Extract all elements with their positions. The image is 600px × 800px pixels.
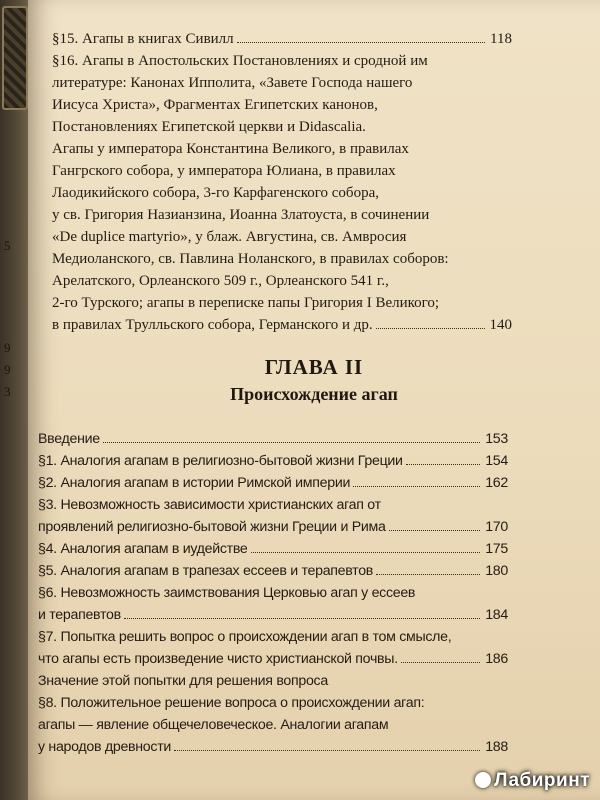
toc-entry-line	[38, 648, 508, 670]
dot-leader	[174, 738, 480, 751]
toc-page-number: 162	[485, 475, 508, 491]
toc-page-number: 154	[485, 453, 508, 469]
toc-entry-line	[38, 604, 508, 626]
dot-leader	[237, 30, 485, 43]
toc-entry-line	[38, 472, 508, 494]
toc-entry	[38, 670, 508, 692]
toc-page-number: 180	[485, 563, 508, 579]
toc-page-number: 153	[485, 431, 508, 447]
dot-leader	[124, 606, 480, 619]
toc-entry-text: Гангрского собора, у императора Юлиана, в правилах	[52, 163, 396, 179]
watermark	[475, 770, 590, 792]
toc-entry-text: §5. Аналогия агапам в трапезах ессеев и терапевтов	[38, 563, 374, 579]
toc-entry-line	[38, 626, 508, 648]
dot-leader	[406, 452, 481, 465]
left-page-mark: 3	[4, 384, 11, 399]
toc-entry-text: Значение этой попытки для решения вопроса	[38, 673, 328, 689]
toc-entry-text: §3. Невозможность зависимости христианских агап от	[38, 497, 381, 513]
toc-entry-text: «De duplice martyrio», у блаж. Августина, св. Амвросия	[52, 229, 407, 245]
toc-entry	[38, 626, 508, 670]
ornament-border	[2, 6, 28, 110]
toc-entry-line	[38, 494, 508, 516]
toc-entry-text: 2-го Турского; агапы в переписке папы Григория I Великого;	[52, 295, 440, 311]
toc-entry-line	[52, 314, 512, 336]
toc-entry-line	[52, 226, 512, 248]
toc-entry	[52, 28, 512, 50]
toc-entry-text: литературе: Канонах Ипполита, «Завете Господа нашего	[52, 75, 413, 91]
dot-leader	[401, 650, 480, 663]
toc-page-number: 186	[485, 651, 508, 667]
toc-entry-text: Агапы у императора Константина Великого, в правилах	[52, 141, 409, 157]
toc-entry-line	[38, 736, 508, 758]
toc-entry-text: у св. Григория Назианзина, Иоанна Златоуста, в сочинении	[52, 207, 430, 223]
toc-entry	[38, 450, 508, 472]
dot-leader	[376, 316, 485, 329]
toc-entry-line	[38, 516, 508, 538]
toc-entry-line	[52, 204, 512, 226]
labirint-logo-icon	[475, 772, 491, 788]
toc-entry-text: §4. Аналогия агапам в иудействе	[38, 541, 248, 557]
toc-entry-line	[52, 94, 512, 116]
book-page	[28, 0, 600, 800]
toc-entry-text: §16. Агапы в Апостольских Постановлениях и сродной им	[52, 53, 428, 69]
toc-entry-line	[52, 270, 512, 292]
toc-entry-text: §1. Аналогия агапам в религиозно-бытовой жизни Греции	[38, 453, 403, 469]
toc-entry-text: у народов древности	[38, 739, 172, 755]
dot-leader	[376, 562, 480, 575]
dot-leader	[353, 474, 480, 487]
toc-section-1	[52, 28, 512, 336]
toc-page-number: 175	[485, 541, 508, 557]
toc-entry-line	[38, 582, 508, 604]
toc-entry-line	[52, 182, 512, 204]
toc-entry-text: Медиоланского, св. Павлина Ноланского, в правилах соборов:	[52, 251, 449, 267]
chapter-subtitle: Происхождение агап	[230, 384, 398, 404]
adjacent-page	[0, 0, 28, 800]
toc-entry-line	[52, 28, 512, 50]
toc-entry-text: Лаодикийского собора, 3-го Карфагенского собора,	[52, 185, 379, 201]
toc-page-number: 170	[485, 519, 508, 535]
left-page-mark: 5	[4, 238, 11, 253]
toc-entry-line	[38, 692, 508, 714]
toc-entry-line	[38, 428, 508, 450]
toc-entry-text: §2. Аналогия агапам в истории Римской империи	[38, 475, 351, 491]
toc-entry-text: Постановлениях Египетской церкви и Didascalia.	[52, 119, 366, 135]
toc-entry-text: в правилах Трулльского собора, Германского и др.	[52, 317, 373, 333]
toc-entry-text: проявлений религиозно-бытовой жизни Греции и Рима	[38, 519, 386, 535]
toc-entry	[38, 692, 508, 758]
toc-entry	[38, 428, 508, 450]
toc-entry-text: агапы — явление общечеловеческое. Аналогии агапам	[38, 717, 389, 733]
toc-page-number: 118	[490, 31, 512, 47]
toc-entry	[38, 582, 508, 626]
toc-entry-text: и терапевтов	[38, 607, 121, 623]
toc-entry-line	[52, 138, 512, 160]
toc-entry-text: §15. Агапы в книгах Сивилл	[52, 31, 234, 47]
toc-entry-text: §7. Попытка решить вопрос о происхождении агап в том смысле,	[38, 629, 452, 645]
toc-entry	[38, 472, 508, 494]
toc-page-number: 184	[485, 607, 508, 623]
toc-entry-line	[52, 292, 512, 314]
toc-entry-line	[52, 160, 512, 182]
toc-entry	[38, 494, 508, 538]
toc-entry	[38, 538, 508, 560]
toc-entry-text: §8. Положительное решение вопроса о происхождении агап:	[38, 695, 425, 711]
toc-section-2	[38, 428, 508, 758]
toc-entry-line	[38, 560, 508, 582]
toc-entry	[38, 560, 508, 582]
toc-entry-line	[52, 248, 512, 270]
toc-entry-text: Введение	[38, 431, 100, 447]
toc-entry-line	[38, 670, 508, 692]
toc-entry	[52, 50, 512, 336]
chapter-title: ГЛАВА II	[264, 355, 364, 379]
toc-page-number: 140	[489, 317, 512, 333]
toc-entry-line	[52, 116, 512, 138]
toc-entry-text: §6. Невозможность заимствования Церковью агап у ессеев	[38, 585, 416, 601]
toc-entry-text: Иисуса Христа», Фрагментах Египетских канонов,	[52, 97, 378, 113]
toc-page-number: 188	[485, 739, 508, 755]
toc-entry-text: Арелатского, Орлеанского 509 г., Орлеанского 541 г.,	[52, 273, 389, 289]
dot-leader	[103, 430, 480, 443]
toc-entry-line	[38, 450, 508, 472]
toc-entry-line	[38, 714, 508, 736]
watermark-text: Лабиринт	[494, 770, 590, 791]
dot-leader	[389, 518, 481, 531]
toc-entry-line	[38, 538, 508, 560]
toc-entry-text: что агапы есть произведение чисто христианской почвы.	[38, 651, 398, 667]
left-page-mark: 9	[4, 340, 11, 355]
toc-entry-line	[52, 50, 512, 72]
dot-leader	[251, 540, 481, 553]
left-page-mark: 9	[4, 362, 11, 377]
toc-entry-line	[52, 72, 512, 94]
